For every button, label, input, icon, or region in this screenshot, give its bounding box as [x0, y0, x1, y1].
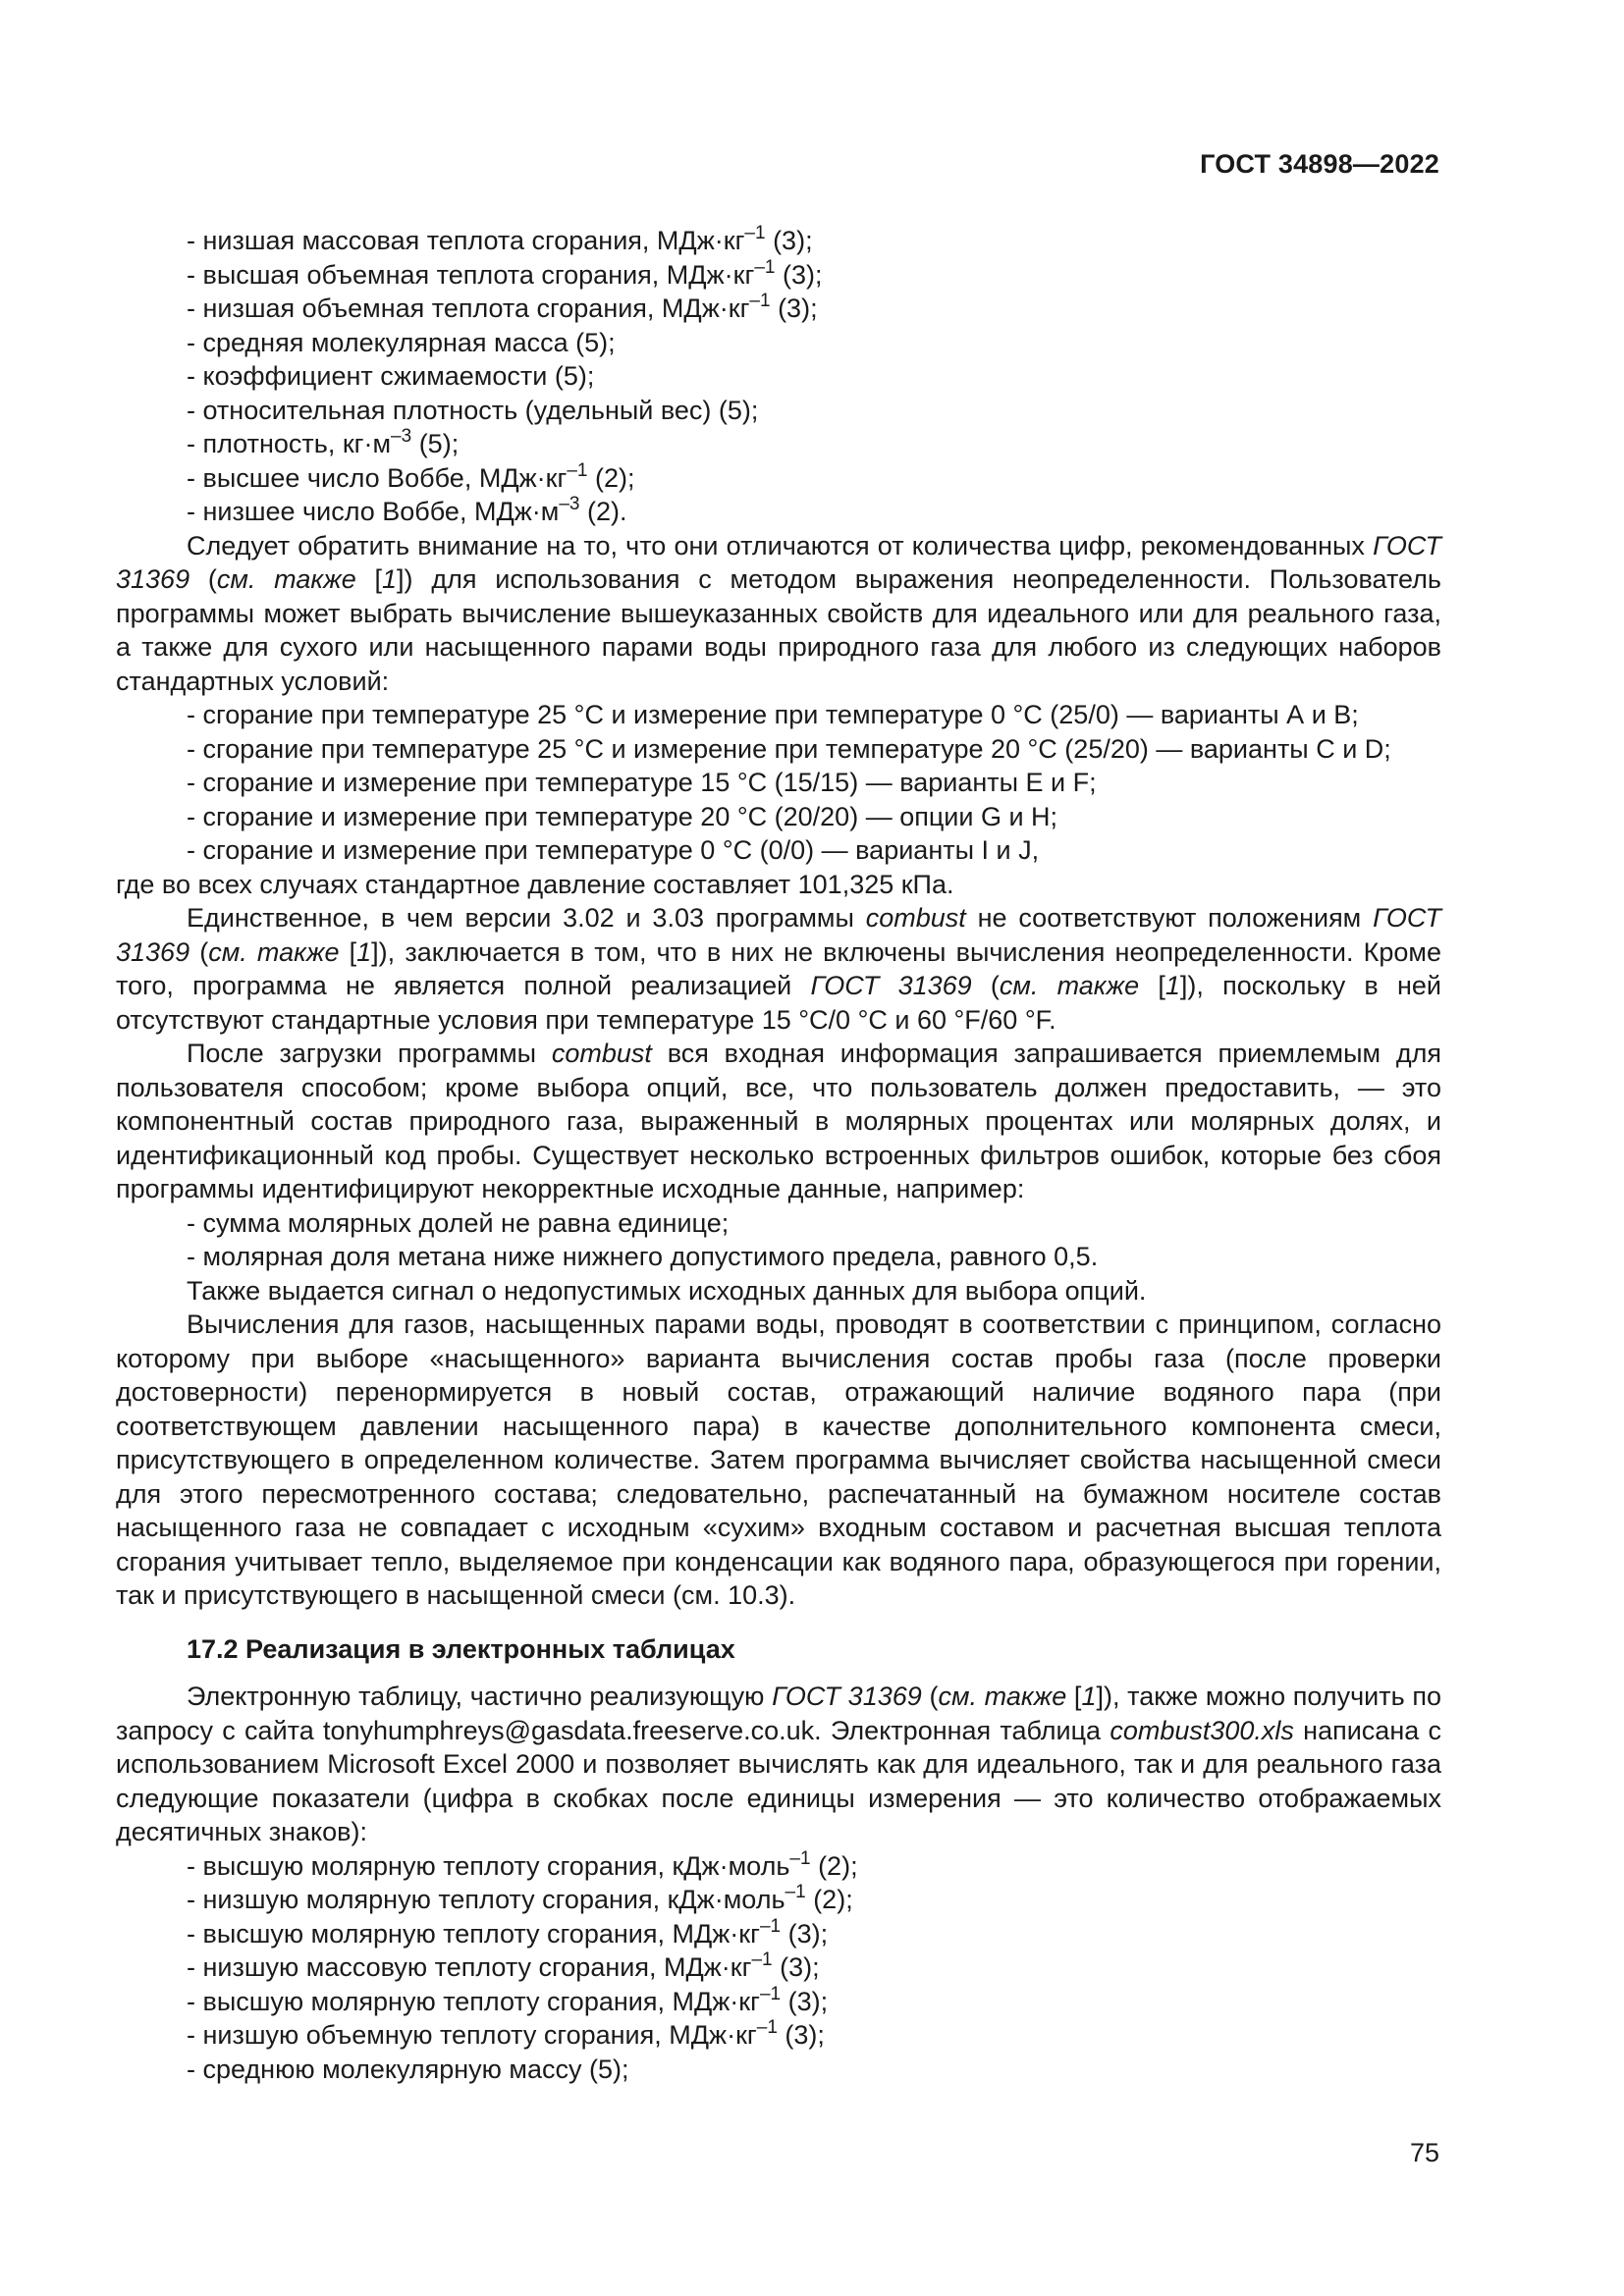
list-item: - высшая объемная теплота сгорания, $МДж\cdot кг^{-1}$ (3);: [187, 256, 823, 290]
list-item: - сгорание и измерение при температуре 15 °С (15/15) — варианты Е и F;: [187, 768, 1097, 797]
paragraph: Также выдается сигнал о недопустимых исходных данных для выбора опций.: [187, 1275, 1147, 1306]
list-item: - коэффициент сжимаемости (5);: [187, 361, 595, 391]
list-item: - сгорание и измерение при температуре 0 °С (0/0) — варианты I и J,: [187, 835, 1040, 865]
paragraph: Электронную таблицу, частично реализующую ГОСТ 31369 (см. также [1]), также можно получить по запросу с сайта tonyhumphreys@gasdata.freeserve.co.uk. Электронная таблица combust300.xls написана с использованием Microsoft Excel 2000 и позволяет вычислять как для идеального, так и для реального газа следующие показатели (цифра в скобках после единицы измерения — это количество отображаемых десятичных знаков):: [116, 1682, 1442, 1846]
list-item: - сгорание и измерение при температуре 20 °С (20/20) — опции G и H;: [187, 801, 1058, 831]
list-item: - сгорание при температуре 25 °С и измерение при температуре 20 °С (25/20) — варианты С и D;: [187, 733, 1391, 764]
paragraph: Вычисления для газов, насыщенных парами воды, проводят в соответствии с принципом, согласно которому при выборе «насыщенного» варианта вычисления состав пробы газа (после проверки достоверности) перенормируется в новый состав, отражающий наличие водяного пара (при соответствующем давлении насыщенного пара) в качестве дополнительного компонента смеси, присутствующего в определенном количестве. Затем программа вычисляет свойства насыщенной смеси для этого пересмотренного состава; следовательно, распечатанный на бумажном носителе состав насыщенного газа не совпадает с исходным «сухим» входным составом и расчетная высшая теплота сгорания учитывает тепло, выделяемое при конденсации как водяного пара, образующегося при горении, так и присутствующего в насыщенной смеси (см. 10.3).: [116, 1309, 1441, 1610]
conditions-list: [116, 698, 1441, 868]
list-item: - высшую молярную теплоту сгорания, $МДж\cdot кг^{-1}$ (3);: [187, 1983, 829, 2016]
list-item: - сумма молярных долей не равна единице;: [187, 1207, 730, 1238]
paragraph: После загрузки программы combust вся входная информация запрашивается приемлемым для пользователя способом; кроме выбора опций, все, что пользователь должен предоставить, — это компонентный состав природного газа, выраженный в молярных процентах или молярных долях, и идентификационный код пробы. Существует несколько встроенных фильтров ошибок, которые без сбоя программы идентифицируют некорректные исходные данные, например:: [116, 1039, 1441, 1203]
list-item: - низшую молярную теплоту сгорания, кДж·моль$^{-1}$ (2);: [187, 1882, 853, 1914]
list-item: - высшую молярную теплоту сгорания, кДж·моль$^{-1}$ (2);: [187, 1847, 858, 1881]
paragraph: где во всех случаях стандартное давление составляет 101,325 кПа.: [116, 869, 954, 899]
list-item: - низшую объемную теплоту сгорания, $МДж\cdot кг^{-1}$ (3);: [187, 2017, 825, 2050]
page-body: [116, 224, 1441, 2086]
list-item: - среднюю молекулярную массу (5);: [187, 2054, 629, 2084]
list-item: - молярная доля метана ниже нижнего допустимого предела, равного 0,5.: [187, 1242, 1099, 1271]
list-item: - низшая объемная теплота сгорания, $МДж\cdot кг^{-1}$ (3);: [187, 291, 818, 323]
list-item: - низшее число Воббе, $МДж\cdot м^{-3}$ (2).: [187, 494, 627, 526]
list-item: - низшая массовая теплота сгорания, $МДж\cdot кг^{-1}$ (3);: [187, 223, 813, 255]
list-item: - плотность, $кг\cdot м^{-3}$ (5);: [187, 426, 460, 458]
section-heading: 17.2 Реализация в электронных таблицах: [187, 1633, 735, 1664]
list-item: - относительная плотность (удельный вес) (5);: [187, 395, 759, 425]
list-item: - низшую массовую теплоту сгорания, $МДж\cdot кг^{-1}$ (3);: [187, 1949, 820, 1982]
list-item: - средняя молекулярная масса (5);: [187, 327, 616, 357]
properties-list: [116, 224, 1441, 529]
page-number: 75: [1409, 2138, 1439, 2167]
list-item: - высшее число Воббе, $МДж\cdot кг^{-1}$ (2);: [187, 459, 635, 493]
errors-list: [116, 1206, 1441, 1274]
standard-header: ГОСТ 34898—2022: [1200, 149, 1439, 179]
list-item: - высшую молярную теплоту сгорания, $МДж\cdot кг^{-1}$ (3);: [187, 1915, 829, 1949]
paragraph: Единственное, в чем версии 3.02 и 3.03 программы combust не соответствуют положениям ГОСТ 31369 (см. также [1]), заключается в том, что в них не включены вычисления неопределенности. Кроме того, программа не является полной реализацией ГОСТ 31369 (см. также [1]), поскольку в ней отсутствуют стандартные условия при температуре 15 °С/0 °С и 60 °F/60 °F.: [116, 903, 1442, 1035]
spreadsheet-properties-list: [116, 1849, 1441, 2087]
paragraph: Следует обратить внимание на то, что они отличаются от количества цифр, рекомендованных ГОСТ 31369 (см. также [1]) для использования с методом выражения неопределенности. Пользователь программы может выбрать вычисление вышеуказанных свойств для идеального или для реального газа, а также для сухого или насыщенного парами воды природного газа для любого из следующих наборов стандартных условий:: [116, 530, 1441, 696]
list-item: - сгорание при температуре 25 °С и измерение при температуре 0 °С (25/0) — варианты А и В;: [187, 700, 1359, 729]
